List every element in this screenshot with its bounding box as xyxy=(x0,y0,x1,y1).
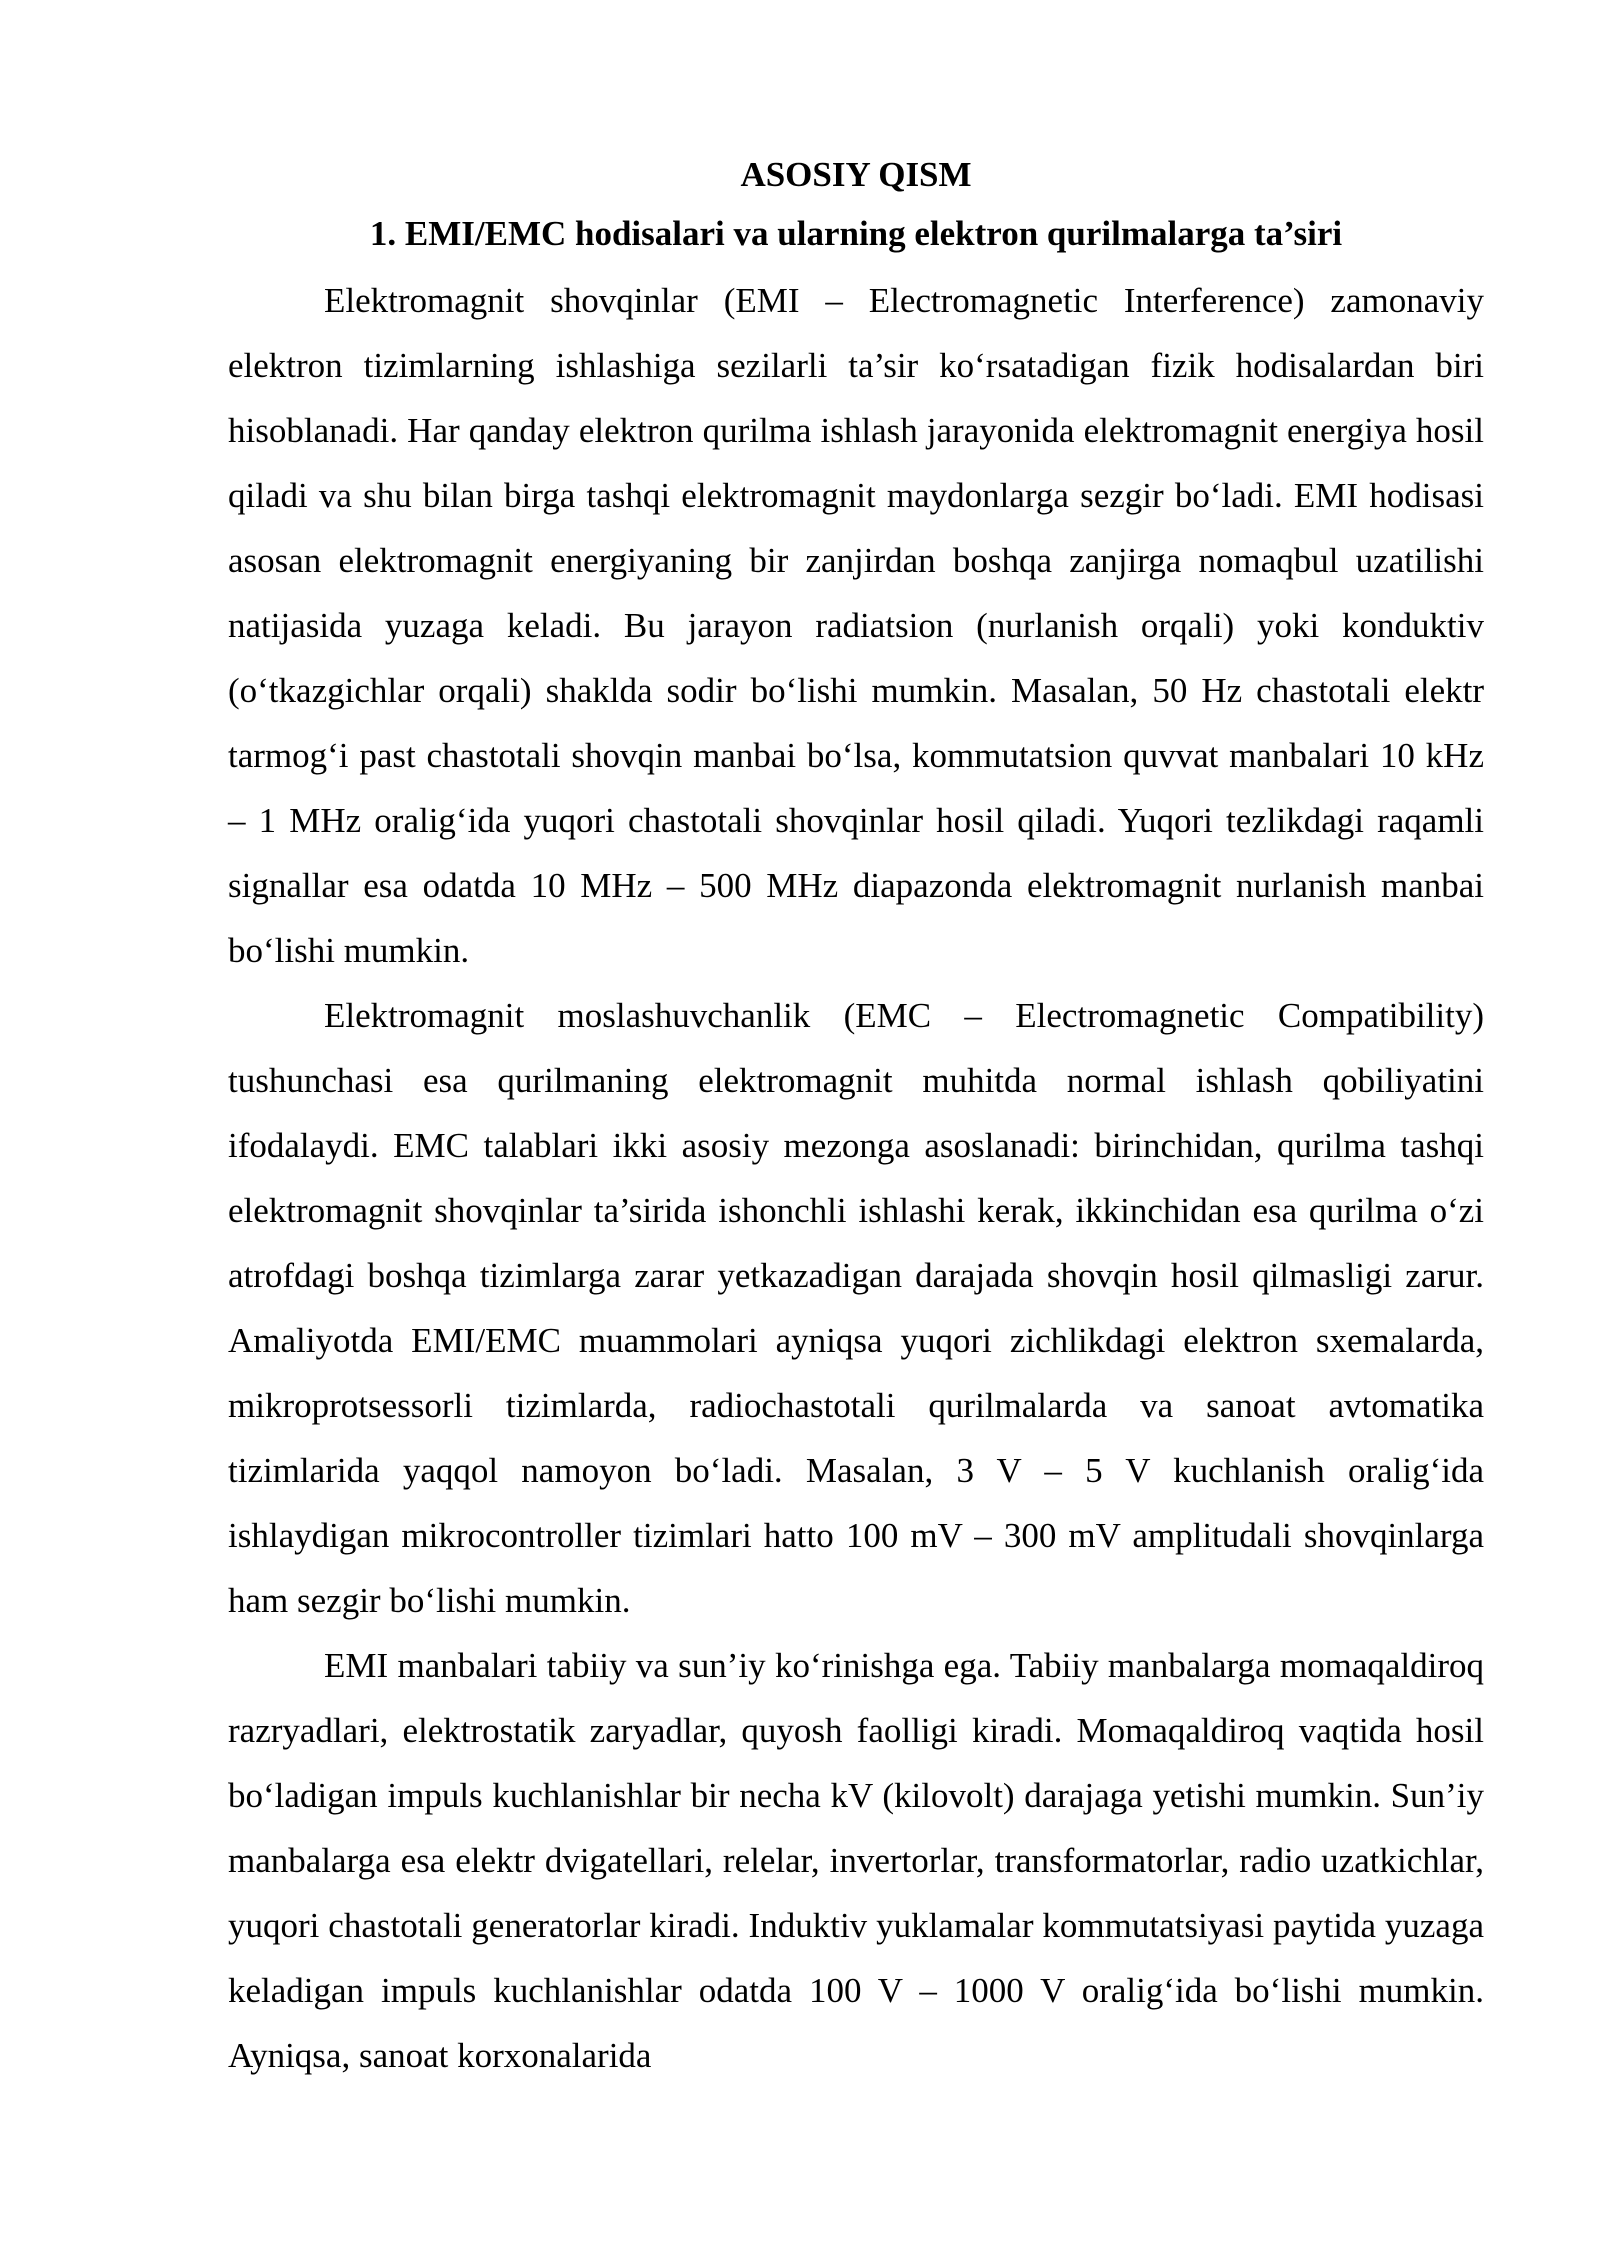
paragraph-emi: Elektromagnit shovqinlar (EMI – Electromagnetic Interference) zamonaviy elektron tizimlarning ishlashiga sezilarli ta’sir ko‘rsatadigan fizik hodisalardan biri hisoblanadi. Har qanday elektron qurilma ishlash jarayonida elektromagnit energiya hosil qiladi va shu bilan birga tashqi elektromagnit maydonlarga sezgir bo‘ladi. EMI hodisasi asosan elektromagnit energiyaning bir zanjirdan boshqa zanjirga nomaqbul uzatilishi natijasida yuzaga keladi. Bu jarayon radiatsion (nurlanish orqali) yoki konduktiv (o‘tkazgichlar orqali) shaklda sodir bo‘lishi mumkin. Masalan, 50 Hz chastotali elektr tarmog‘i past chastotali shovqin manbai bo‘lsa, kommutatsion quvvat manbalari 10 kHz – 1 MHz oralig‘ida yuqori chastotali shovqinlar hosil qiladi. Yuqori tezlikdagi raqamli signallar esa odatda 10 MHz – 500 MHz diapazonda elektromagnit nurlanish manbai bo‘lishi mumkin. xyxy=(228,281,1484,970)
document-page xyxy=(228,150,1484,2088)
paragraph-emi-sources: EMI manbalari tabiiy va sun’iy ko‘rinishga ega. Tabiiy manbalarga momaqaldiroq razryadlari, elektrostatik zaryadlar, quyosh faolligi kiradi. Momaqaldiroq vaqtida hosil bo‘ladigan impuls kuchlanishlar bir necha kV (kilovolt) darajaga yetishi mumkin. Sun’iy manbalarga esa elektr dvigatellari, relelar, invertorlar, transformatorlar, radio uzatkichlar, yuqori chastotali generatorlar kiradi. Induktiv yuklamalar kommutatsiyasi paytida yuzaga keladigan impuls kuchlanishlar odatda 100 V – 1000 V oralig‘ida bo‘lishi mumkin. Ayniqsa, sanoat korxonalarida xyxy=(228,1646,1484,2075)
paragraph-emc: Elektromagnit moslashuvchanlik (EMC – Electromagnetic Compatibility) tushunchasi esa qurilmaning elektromagnit muhitda normal ishlash qobiliyatini ifodalaydi. EMC talablari ikki asosiy mezonga asoslanadi: birinchidan, qurilma tashqi elektromagnit shovqinlar ta’sirida ishonchli ishlashi kerak, ikkinchidan esa qurilma o‘zi atrofdagi boshqa tizimlarga zarar yetkazadigan darajada shovqin hosil qilmasligi zarur. Amaliyotda EMI/EMC muammolari ayniqsa yuqori zichlikdagi elektron sxemalarda, mikroprotsessorli tizimlarda, radiochastotali qurilmalarda va sanoat avtomatika tizimlarida yaqqol namoyon bo‘ladi. Masalan, 3 V – 5 V kuchlanish oralig‘ida ishlaydigan mikrocontroller tizimlari hatto 100 mV – 300 mV amplitudali shovqinlarga ham sezgir bo‘lishi mumkin. xyxy=(228,996,1484,1620)
section-heading: 1. EMI/EMC hodisalari va ularning elektron qurilmalarga ta’siri xyxy=(369,214,1343,253)
main-heading: ASOSIY QISM xyxy=(740,155,972,194)
